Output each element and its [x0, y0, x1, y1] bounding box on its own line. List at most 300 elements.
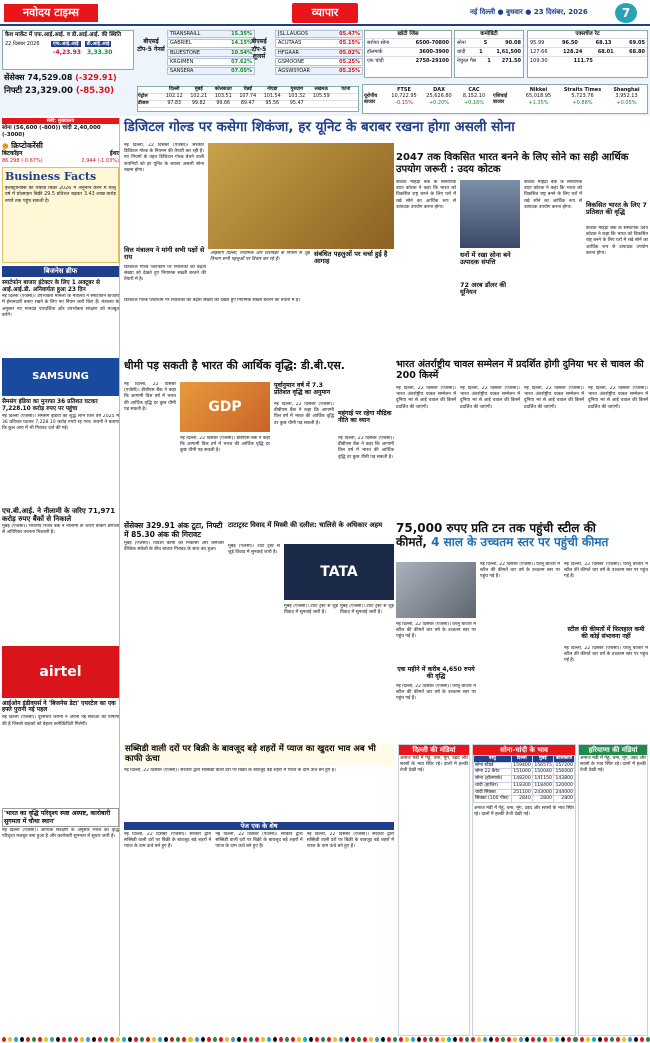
fuel-city-row-cell: गुरुग्राम — [290, 87, 303, 92]
registration-dot — [387, 1037, 391, 1042]
registration-dot — [525, 1037, 529, 1042]
brief-2-text: नई दिल्ली (एजेंसी)। सैमसंग इंडिया का शुद्ध लाभ वित्त वर्ष 2025 में 36 प्रतिशत घटकर 7,228.10 करोड़ रुपये रह गया। कंपनी ने बताया कि कुल आय में भी गिरावट दर्ज की गई। — [2, 413, 119, 431]
registration-dot — [459, 1037, 463, 1042]
dbs-story — [124, 360, 394, 520]
dbs-headline: धीमी पड़ सकती है भारत की आर्थिक वृद्धि: डी.बी.एस. — [124, 359, 345, 372]
rice-headline: भारत अंतर्राष्ट्रीय चावल सम्मेलन में प्रदर्शित होगी दुनिया भर से चावल की 200 किस्में — [396, 359, 644, 381]
fuel-rows — [138, 87, 358, 108]
lead-image-caption: आईसीए दिल्ली, नियामक और विशेषज्ञों के नियमों से जुड़े विभाग सभी पहलुओं पर विचार कर रहे हैं। — [210, 251, 310, 263]
registration-dot — [195, 1037, 199, 1042]
registration-dot — [501, 1037, 505, 1042]
sensex-story — [124, 522, 224, 752]
registration-dot — [616, 1037, 620, 1042]
global-index-value: 65,018.95 — [525, 93, 552, 100]
loser-symbol: GSMOONE — [278, 58, 305, 65]
bullion-cell: 3600-3900 — [419, 49, 449, 56]
loser-percent: 05.15% — [339, 40, 360, 47]
bitcoin-value: 86.298 (-0.67%) — [2, 157, 43, 164]
bullion-rate-cell: सोना स्टैंडर्ड — [474, 762, 512, 769]
newspaper-logo: नवोदय टाइम्स — [4, 4, 98, 22]
diesel-row-cell: 97.83 — [167, 100, 182, 106]
registration-dot — [122, 1037, 126, 1042]
airtel-image: airtel — [2, 646, 119, 698]
sensex-text: मुंबई (एजेंसी)। विदेशी कोषों की निकासी और कमजोर वैश्विक संकेतों के बीच बाजार गिरावट के साथ बंद हुआ। — [124, 541, 224, 553]
gainer-row — [167, 49, 255, 57]
bullion-rate-row — [474, 782, 575, 789]
diesel-row-label: डीजल — [138, 100, 149, 106]
bullion-row — [365, 56, 451, 65]
registration-dot — [610, 1037, 614, 1042]
rice-text-2: नई दिल्ली, 22 दिसंबर (एजेंसी)। भारत अंतर्राष्ट्रीय चावल सम्मेलन में दुनिया भर से आई चावल की किस्में प्रदर्शित की जाएंगी। — [460, 386, 520, 410]
steel-text-4: नई दिल्ली, 22 दिसंबर (एजेंसी)। घरेलू बाजार में स्टील की कीमतें चार वर्ष के उच्चतम स्तर पर पहुंच गई हैं। — [564, 562, 648, 580]
registration-dot — [261, 1037, 265, 1042]
bullion-rate-cell: 118400 — [532, 782, 553, 789]
global-index-change: -0.15% — [395, 99, 413, 106]
gainers-title: बीएसई टॉप-5 गेनर्स — [137, 38, 165, 53]
registration-dot — [537, 1037, 541, 1042]
bullion-rate-row — [474, 789, 575, 796]
commodity-title: कमोडिटी — [480, 31, 498, 37]
global-index — [517, 87, 560, 106]
bullion-rows — [365, 38, 451, 66]
bullion-cell: 2750-29100 — [415, 58, 449, 65]
commodity-box — [454, 30, 524, 78]
global-index-name: DAX — [433, 87, 445, 93]
registration-dot — [303, 1037, 307, 1042]
bullion-rate-cell: 157200 — [553, 762, 574, 769]
registration-dot — [489, 1037, 493, 1042]
registration-dot — [38, 1037, 42, 1042]
registration-dot — [598, 1037, 602, 1042]
commodity-cell: 1 — [487, 58, 491, 65]
diesel-row-cell: 95.47 — [289, 100, 304, 106]
rice-text-3: नई दिल्ली, 22 दिसंबर (एजेंसी)। भारत अंतर्राष्ट्रीय चावल सम्मेलन में दुनिया भर से आई चावल की किस्में प्रदर्शित की जाएंगी। — [524, 386, 584, 410]
kotak-subhead-1: धनों में रखा सोना बने उत्पादक संपत्ति — [460, 251, 511, 267]
bullion-rate-cell: 243000 — [532, 789, 553, 796]
bullion-title: खोटी जिंस — [397, 31, 419, 37]
continued-text-2: नई दिल्ली, 22 दिसंबर (एजेंसी)। सरकार द्वारा सब्सिडी वाली दरों पर बिक्री के बावजूद बड़े शहरों में प्याज के दाम ऊंचे बने हुए हैं। — [215, 831, 303, 850]
business-brief-title: बिजनेस ब्रीफ — [2, 266, 119, 277]
forex-cell: 68.01 — [597, 49, 614, 56]
registration-dot — [423, 1037, 427, 1042]
ether-label: ईथर — [109, 150, 119, 158]
commodity-cell: 5 — [483, 39, 488, 46]
gainer-percent: 14.15% — [231, 40, 252, 47]
bullion-rates — [472, 744, 576, 1036]
registration-dot — [327, 1037, 331, 1042]
bullion-rate-cell: चांदी सिक्का — [474, 789, 512, 796]
steel-text-5: नई दिल्ली, 22 दिसंबर (एजेंसी)। घरेलू बाजार में स्टील की कीमतें चार वर्ष के उच्चतम स्तर पर पहुंच गई हैं। — [564, 646, 648, 664]
issue-date: नई दिल्ली ● बुधवार ● 23 दिसंबर, 2026 — [470, 8, 588, 16]
global-index-name: FTSE — [397, 87, 411, 93]
global-index-value: 10,722.95 — [391, 93, 417, 100]
global-index-name: CAC — [468, 87, 480, 93]
bullion-row — [365, 38, 451, 47]
registration-dot — [110, 1037, 114, 1042]
loser-percent: 05.02% — [339, 49, 360, 56]
petrol-row-cell: 103.32 — [288, 93, 306, 99]
petrol-row-cell: 105.59 — [312, 93, 330, 99]
dii-value: 3,33.30 — [86, 49, 113, 57]
delhi-mandi-text: अनाज मंडी में गेहूं, चना, मूंग, उड़द और सरसों के भाव स्थिर रहे। दालों में हल्की तेजी देखी गई। — [400, 756, 468, 774]
registration-dot — [128, 1037, 132, 1042]
registration-dot — [134, 1037, 138, 1042]
loser-symbol: JSL.LAUGOS — [278, 31, 308, 37]
rice-text-1: नई दिल्ली, 22 दिसंबर (एजेंसी)। भारत अंतर्राष्ट्रीय चावल सम्मेलन में दुनिया भर से आई चावल की किस्में प्रदर्शित की जाएंगी। — [396, 386, 456, 410]
registration-dot — [164, 1037, 168, 1042]
gainer-symbol: SANSERA — [170, 68, 194, 74]
registration-dot — [2, 1037, 6, 1042]
global-index-value: 5,723.76 — [571, 93, 594, 100]
nifty-value: 23,329.00 — [25, 86, 73, 96]
registration-dot — [531, 1037, 535, 1042]
registration-dot — [634, 1037, 638, 1042]
bullion-rate-cell: 150040 — [532, 769, 553, 776]
registration-dot — [56, 1037, 60, 1042]
forex-row — [528, 56, 647, 65]
registration-dot — [182, 1037, 186, 1042]
registration-dot — [20, 1037, 24, 1042]
gainer-percent: 07.05% — [231, 68, 252, 74]
bullion-col-header: मुंबई — [532, 756, 553, 763]
steel-text-1: नई दिल्ली, 22 दिसंबर (एजेंसी)। घरेलू बाजार में स्टील की कीमतें चार वर्ष के उच्चतम स्तर पर पहुंच गई हैं। — [396, 622, 476, 640]
bullion-rates-table — [473, 755, 575, 803]
gdp-image: GDP — [180, 382, 270, 432]
crypto-label: क्रिप्टोकरेंसी — [11, 141, 43, 150]
petrol-row-cell: 102.12 — [165, 93, 183, 99]
tata-story — [228, 522, 394, 752]
bullion-col-header: कोलकाता — [553, 756, 574, 763]
registration-dot — [291, 1037, 295, 1042]
haryana-mandi-text: अनाज मंडी में गेहूं, चना, मूंग, उड़द और सरसों के भाव स्थिर रहे। दालों में हल्की तेजी देखी गई। — [580, 756, 646, 774]
gold-bars-image — [208, 143, 394, 249]
steel-image — [396, 562, 476, 618]
loser-row — [275, 30, 363, 38]
bullion-cell: हॉलमार्क — [367, 49, 383, 56]
registration-dot — [158, 1037, 162, 1042]
sensex-headline: सेंसेक्स 329.91 अंक टूटा, निफ्टी में 85.30 अंक की गिरावट — [124, 521, 223, 539]
registration-dot — [640, 1037, 644, 1042]
registration-dot — [92, 1037, 96, 1042]
rice-story — [396, 360, 648, 520]
uday-kotak-photo — [460, 180, 520, 248]
forex-cell: 111.75 — [573, 58, 593, 65]
forex-cell: 127.66 — [530, 49, 548, 56]
registration-dot — [68, 1037, 72, 1042]
registration-dot — [628, 1037, 632, 1042]
sensex-label: सेंसेक्स — [4, 73, 25, 82]
dii-label: डी.आई.आई — [86, 40, 110, 47]
bullion-rates-title: सोना-चांदी के भाव — [473, 745, 575, 755]
registration-dot — [44, 1037, 48, 1042]
steel-headline — [396, 522, 648, 550]
registration-dot — [592, 1037, 596, 1042]
loser-row — [275, 67, 363, 75]
tata-text-1: मुंबई (एजेंसी)। टाटा ट्रस्ट से जुड़े विवाद में सुनवाई जारी है। — [228, 544, 280, 556]
forex-cell: 68.80 — [629, 49, 645, 56]
brief-1-text: नई दिल्ली (एजेंसी)। उपभोक्ता मामलों के मंत्रालय ने स्मार्टफोन बाजारों में ईमानदारी बनाए रखने के लिए नए नियम जारी किए हैं। मंत्रालय के अनुसार नए मानदंड पारदर्शिता और उपभोक्ता संरक्षण को मजबूत करेंगे। — [2, 294, 119, 318]
gold-silver-row: सोना (56,600 (-800)) चांदी 2,40,000 (-3000) — [2, 125, 101, 139]
forex-cell: 95.99 — [530, 39, 545, 46]
global-index-change: +0.05% — [616, 99, 637, 106]
loser-percent: 05.25% — [339, 58, 360, 65]
steel-headline-b: कीमतें, — [396, 534, 427, 549]
brief-4-text: नई दिल्ली (एजेंसी)। दूरसंचार कंपनी ने अपनी नई सेवाओं की घोषणा की है जिससे ग्राहकों को बेहतर कनेक्टिविटी मिलेगी। — [2, 715, 119, 727]
onion-headline: सब्सिडी वाली दरों पर बिक्री के बावजूद बड़े शहरों में प्याज का खुदरा भाव अब भी काफी ऊंचा — [124, 744, 394, 766]
registration-dot — [104, 1037, 108, 1042]
registration-dot — [62, 1037, 66, 1042]
forex-rows — [528, 38, 647, 66]
registration-dot — [249, 1037, 253, 1042]
registration-dot — [176, 1037, 180, 1042]
delhi-mandi — [398, 744, 470, 1036]
onion-story — [124, 744, 394, 1036]
color-registration-strip — [0, 1037, 650, 1043]
kotak-text-1: कोटक महिंद्रा बैंक के संस्थापक उदय कोटक ने कहा कि भारत को विकसित राष्ट्र बनने के लिए घरों में रखे सोने का आर्थिक रूप से उत्पादक उपयोग करना होगा। — [396, 180, 456, 210]
commodity-cell: नेचुरल गैस — [457, 58, 477, 65]
diesel-row — [138, 101, 358, 108]
kotak-text-3: कोटक महिंद्रा बैंक के संस्थापक उदय कोटक ने कहा कि भारत को विकसित राष्ट्र बनने के लिए घरों में रखे सोने का आर्थिक रूप से उत्पादक उपयोग करना होगा। — [586, 226, 648, 256]
fuel-city-row-cell: लखनऊ — [314, 87, 329, 92]
sebi-strip: सेबी: मुख्यालय — [2, 118, 119, 124]
registration-dot — [140, 1037, 144, 1042]
bullion-rate-cell: 2800 — [532, 796, 553, 803]
registration-dot — [231, 1037, 235, 1042]
fuel-city-row-label — [138, 87, 162, 93]
registration-dot — [297, 1037, 301, 1042]
global-index — [561, 87, 604, 106]
sensex-row — [4, 73, 117, 83]
top-gainers — [137, 30, 257, 74]
loser-percent: 05.47% — [339, 31, 360, 37]
registration-dot — [188, 1037, 192, 1042]
commodity-rows — [455, 38, 523, 66]
global-index — [605, 87, 648, 106]
registration-dot — [8, 1037, 12, 1042]
losers-table — [275, 30, 363, 76]
bullion-cell: सर्राफा सोना — [367, 39, 390, 46]
registration-dot — [32, 1037, 36, 1042]
registration-dot — [411, 1037, 415, 1042]
registration-dot — [225, 1037, 229, 1042]
diesel-row-cell: 99.82 — [191, 100, 206, 106]
brief-3-text: मुंबई (एजेंसी)। भारतीय रिजर्व बैंक ने नीलामी के जरिए बैंकिंग प्रणाली से अतिरिक्त तरलता निकाली है। — [2, 523, 119, 535]
commodity-cell: 271.50 — [501, 58, 521, 65]
registration-dot — [255, 1037, 259, 1042]
sensex-change: (-329.91) — [75, 73, 117, 82]
fuel-city-row-cell: चेन्नई — [243, 87, 252, 92]
bullion-rate-row — [474, 769, 575, 776]
registration-dot — [26, 1037, 30, 1042]
registration-dot — [567, 1037, 571, 1042]
fuel-city-row — [138, 87, 358, 94]
bullion-rate-row — [474, 796, 575, 803]
brief-3-headline: एच.बी.आई. ने नीलामी के जरिए 71,971 करोड़ रुपए बैंकों से निकाले — [2, 506, 116, 523]
dbs-text-4: नई दिल्ली, 22 दिसंबर (एजेंसी)। डीबीएस बैंक ने कहा कि आगामी वित्त वर्ष में भारत की आर्थिक वृद्धि दर कुछ धीमी पड़ सकती है। — [338, 436, 394, 460]
global-index-change: +0.16% — [463, 99, 485, 106]
global-index-name: Nikkei — [529, 87, 548, 93]
tata-text-2: मुंबई (एजेंसी)। टाटा ट्रस्ट से जुड़े विवाद में सुनवाई जारी है। — [284, 604, 338, 616]
kotak-subhead-2: 72 अरब डॉलर की यूनियन — [460, 281, 507, 297]
kotak-story — [396, 152, 648, 347]
registration-dot — [507, 1037, 511, 1042]
registration-dot — [381, 1037, 385, 1042]
bullion-rate-cell: 2800 — [553, 796, 574, 803]
registration-dot — [453, 1037, 457, 1042]
gainer-percent: 15.35% — [231, 31, 252, 37]
gainer-symbol: GABRIEL — [170, 40, 192, 47]
bullion-rate-cell: 143800 — [553, 776, 574, 783]
registration-dot — [429, 1037, 433, 1042]
registration-dot — [315, 1037, 319, 1042]
left-column — [2, 118, 120, 1036]
rice-text-4: नई दिल्ली, 22 दिसंबर (एजेंसी)। भारत अंतर्राष्ट्रीय चावल सम्मेलन में दुनिया भर से आई चावल की किस्में प्रदर्शित की जाएंगी। — [588, 386, 648, 410]
bullion-rate-cell: 120000 — [553, 782, 574, 789]
commodity-cell: चांदी — [457, 49, 466, 56]
registration-dot — [201, 1037, 205, 1042]
registration-dot — [80, 1037, 84, 1042]
dbs-subhead-2: महंगाई पर रहेगा मौद्रिक नीति का ध्यान — [338, 410, 392, 425]
registration-dot — [483, 1037, 487, 1042]
steel-headline-a: 75,000 रुपए प्रति टन तक पहुंची स्टील की — [396, 521, 596, 535]
steel-text-3: नई दिल्ली, 22 दिसंबर (एजेंसी)। घरेलू बाजार में स्टील की कीमतें चार वर्ष के उच्चतम स्तर पर पहुंच गई हैं। — [480, 562, 560, 580]
registration-dot — [369, 1037, 373, 1042]
registration-dot — [345, 1037, 349, 1042]
nifty-row — [4, 86, 114, 97]
commodity-row — [455, 56, 523, 65]
registration-dot — [561, 1037, 565, 1042]
continued-stories-title: पेज एक के शेष — [124, 822, 394, 830]
fii-label: एफ.आई.आई — [53, 40, 79, 47]
global-index-name: Shanghai — [613, 87, 640, 93]
business-facts-title: Business Facts — [5, 170, 97, 184]
registration-dot — [543, 1037, 547, 1042]
global-markets — [362, 84, 648, 114]
fuel-city-row-cell: नोएडा — [267, 87, 278, 92]
dbs-text-1: नई दिल्ली, 22 दिसंबर (एजेंसी)। डीबीएस बैंक ने कहा कि आगामी वित्त वर्ष में भारत की आर्थिक वृद्धि दर कुछ धीमी पड़ सकती है। — [124, 382, 176, 412]
lead-subhead-2: संबंधित पहलुओं पर चर्चा हुई है आगाह — [314, 250, 388, 266]
registration-dot — [243, 1037, 247, 1042]
kotak-text-2: कोटक महिंद्रा बैंक के संस्थापक उदय कोटक ने कहा कि भारत को विकसित राष्ट्र बनने के लिए घरों में रखे सोने का आर्थिक रूप से उत्पादक उपयोग करना होगा। — [524, 180, 582, 210]
gainer-row — [167, 67, 255, 75]
petrol-row-cell — [334, 94, 359, 100]
registration-dot — [513, 1037, 517, 1042]
global-index — [387, 87, 421, 106]
registration-dot — [357, 1037, 361, 1042]
steel-headline-c: 4 साल के उच्चतम स्तर पर पहुंची कीमत — [431, 534, 609, 549]
registration-dot — [98, 1037, 102, 1042]
fuel-city-row-cell: कोलकाता — [214, 87, 232, 92]
global-index — [457, 87, 491, 106]
bullion-rate-cell: सिक्का (100 पीस) — [474, 796, 512, 803]
fuel-city-row-cell: दिल्ली — [169, 87, 180, 92]
gainers-table — [167, 30, 255, 76]
fii-dii-title: कैश मार्केट में एफ.आई.आई. व डी.आई.आई. की स्थिति — [5, 32, 122, 38]
registration-dot — [399, 1037, 403, 1042]
lead-subhead-1: वित्त मंत्रालय ने मांगी सभी पक्षों से राय — [124, 246, 205, 262]
bullion-cell: एफ चांदी — [367, 58, 384, 65]
lead-story — [124, 143, 394, 295]
registration-dot — [285, 1037, 289, 1042]
commodity-row — [455, 47, 523, 56]
gainer-row — [167, 58, 255, 66]
registration-dot — [279, 1037, 283, 1042]
petrol-row-label: पेट्रोल — [138, 93, 148, 99]
registration-dot — [477, 1037, 481, 1042]
forex-box — [527, 30, 648, 78]
registration-dot — [213, 1037, 217, 1042]
registration-dot — [309, 1037, 313, 1042]
haryana-mandi-title: हरियाणा की मंडियां — [579, 745, 647, 755]
kotak-headline: 2047 तक विकसित भारत बनने के लिए सोने का सही आर्थिक उपयोग जरूरी : उदय कोटक — [396, 152, 629, 175]
registration-dot — [86, 1037, 90, 1042]
bullion-row — [365, 47, 451, 56]
diesel-row-cell: 95.56 — [265, 100, 280, 106]
brief-5-text: नई दिल्ली (एजेंसी)। आर्थिक सर्वेक्षण के अनुसार भारत का वृद्धि परिदृश्य मजबूत बना हुआ है और कारोबारी सुगमता में सुधार जारी है। — [2, 827, 119, 839]
forex-cell: 109.30 — [530, 58, 548, 65]
mandi-section — [398, 744, 648, 1036]
asia-label: एशियाई बाजार — [493, 93, 508, 106]
commodity-cell: 90.08 — [505, 39, 521, 46]
petrol-row-cell: 103.51 — [214, 93, 232, 99]
registration-dot — [363, 1037, 367, 1042]
registration-dot — [580, 1037, 584, 1042]
gainer-symbol: BLUESTONE — [170, 49, 200, 56]
fii-date: 22 दिसंबर 2026 — [5, 40, 40, 47]
onion-text: नई दिल्ली, 22 दिसंबर (एजेंसी)। सरकार द्वारा सब्सिडी वाली दरों पर बिक्री के बावजूद बड़े शहरों में प्याज के दाम ऊंचे बने हुए हैं। — [124, 767, 336, 773]
fii-dii-box — [2, 30, 134, 70]
business-facts-box — [2, 167, 119, 263]
registration-dot — [495, 1037, 499, 1042]
loser-percent: 05.25% — [339, 68, 360, 74]
bullion-rate-cell: 159400 — [511, 762, 532, 769]
loser-row — [275, 58, 363, 66]
bullion-rate-cell: 148200 — [511, 776, 532, 783]
gainer-percent: 10.54% — [231, 49, 252, 56]
fii-value: -4,23.93 — [53, 49, 81, 57]
delhi-mandi-title: दिल्ली की मंडियां — [399, 745, 469, 755]
crypto-title — [2, 141, 119, 150]
global-index — [422, 87, 456, 106]
masthead — [0, 0, 650, 26]
nifty-label: निफ्टी — [4, 86, 23, 96]
gainer-row — [167, 39, 255, 47]
commodity-cell: 1 — [479, 49, 483, 56]
gainer-symbol: TRANSRAILL — [170, 31, 201, 37]
registration-dot — [393, 1037, 397, 1042]
brief-2-headline: सैमसंग इंडिया का मुनाफा 36 प्रतिशत घटकर 7,228.10 करोड़ रुपए पर पहुंचा — [2, 399, 98, 412]
bullion-rate-cell: 251100 — [511, 789, 532, 796]
registration-dot — [471, 1037, 475, 1042]
registration-dot — [74, 1037, 78, 1042]
brief-5-headline: 'भारत का वृद्धि परिदृश्य स्पष्ट अस्पष्ट, कारोबारी सुगमता में चौथा स्थान' — [2, 808, 119, 826]
forex-cell: 128.24 — [563, 49, 583, 56]
brief-4-headline: आईओन इंडीवयर्स ने 'बिजनेस डेटा' एयरटेल का एक हफ्ते पुरानी नई पहल — [2, 699, 116, 714]
brief-1-headline: स्मार्टफोन बाजार इंटेक्टर के लिए 1 अक्टूबर से आई.आई.डी. अनिवार्यता हुआ 23 दिन — [2, 279, 100, 293]
bullion-rate-cell: सोना (हॉलमार्क) — [474, 776, 512, 783]
tata-headline: टाटाट्रस्ट विवाद में मिस्त्री की दलील: चालिसे के अधिकार अहम — [228, 521, 383, 529]
dbs-text-2: नई दिल्ली, 22 दिसंबर (एजेंसी)। डीबीएस बैंक ने कहा कि आगामी वित्त वर्ष में भारत की आर्थिक वृद्धि दर कुछ धीमी पड़ सकती है। — [180, 436, 270, 454]
registration-dot — [219, 1037, 223, 1042]
forex-title: एक्सचेंज रेट — [575, 31, 600, 37]
steel-subhead-1: एक महीने में करीब 4,650 रुपये की वृद्धि — [397, 666, 475, 681]
registration-dot — [207, 1037, 211, 1042]
loser-symbol: ACUTAAS — [278, 40, 302, 47]
coin-icon: ● — [2, 141, 9, 150]
registration-dot — [351, 1037, 355, 1042]
registration-dot — [465, 1037, 469, 1042]
commodity-cell: 1,61,500 — [496, 49, 521, 56]
